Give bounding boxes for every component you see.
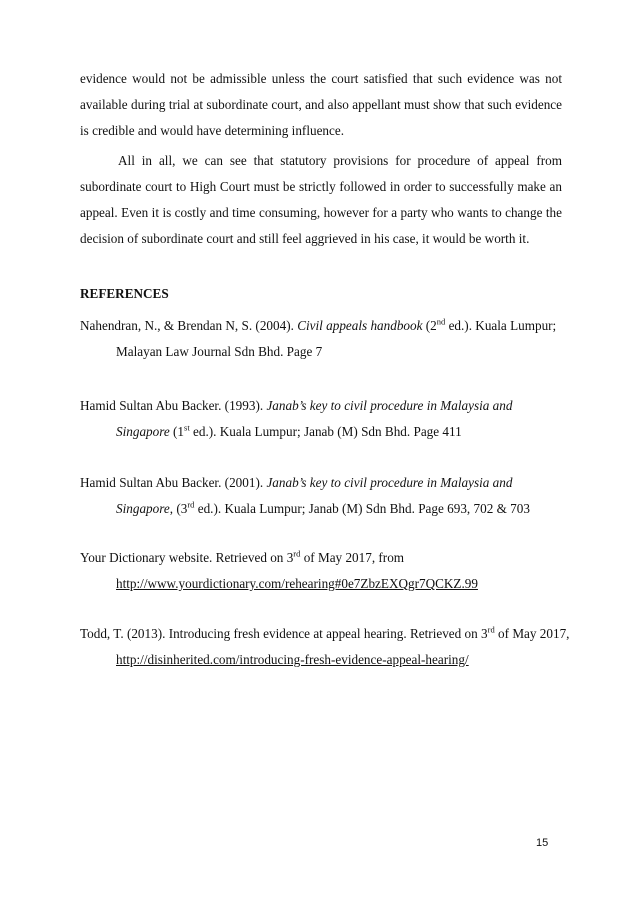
reference-line <box>80 621 570 647</box>
ref-ordinal: st <box>184 422 190 433</box>
reference-line-cont <box>80 419 570 445</box>
ref-url-link[interactable]: http://www.yourdictionary.com/rehearing#0e7ZbzEXQgr7QCKZ.99 <box>116 576 478 591</box>
ref-source: Your Dictionary website. Retrieved on 3 <box>80 550 294 565</box>
reference-item-3 <box>80 470 570 522</box>
body-paragraph-1: evidence would not be admissible unless the court satisfied that such evidence was not available during trial at subordinate court, and also appellant must show that such evidence is credible and would have determining influence. <box>80 71 562 138</box>
reference-line-cont <box>80 571 570 597</box>
ref-publisher: ed.). Kuala Lumpur; Janab (M) Sdn Bhd. Page 693, 702 & 703 <box>194 501 530 516</box>
ref-publisher: ed.). Kuala Lumpur; <box>445 318 557 333</box>
reference-line-cont <box>80 496 570 522</box>
ref-edition: (2 <box>422 318 437 333</box>
ref-title: Janab’s key to civil procedure in Malaysia and <box>266 398 513 413</box>
reference-line <box>80 470 570 496</box>
ref-title: Civil appeals handbook <box>297 318 423 333</box>
ref-source: Todd, T. (2013). Introducing fresh evidence at appeal hearing. Retrieved on 3 <box>80 626 488 641</box>
ref-ordinal: rd <box>487 624 495 635</box>
reference-line <box>80 313 570 339</box>
ref-publisher: ed.). Kuala Lumpur; Janab (M) Sdn Bhd. Page 411 <box>189 424 462 439</box>
ref-edition: (1 <box>169 424 185 439</box>
ref-ordinal: rd <box>187 499 195 510</box>
ref-retrieved: of May 2017, <box>494 626 570 641</box>
ref-retrieved: of May 2017, from <box>300 550 405 565</box>
ref-author: Hamid Sultan Abu Backer. (2001). <box>80 475 267 490</box>
references-heading: REFERENCES <box>80 286 169 301</box>
ref-title-cont: Singapore <box>116 424 170 439</box>
ref-url-link[interactable]: http://disinherited.com/introducing-fresh-evidence-appeal-hearing/ <box>116 652 469 667</box>
reference-line <box>80 393 570 419</box>
ref-edition: , (3 <box>169 501 188 516</box>
reference-item-4 <box>80 545 570 597</box>
page-number: 15 <box>536 837 549 849</box>
body-paragraph-2: All in all, we can see that statutory provisions for procedure of appeal from subordinate court to High Court must be strictly followed in order to successfully make an appeal. Even it is costly and time consuming, however for a party who wants to change the decision of subordinate court and still feel aggrieved in his case, it would be worth it. <box>80 153 562 246</box>
ref-author: Nahendran, N., & Brendan N, S. (2004). <box>80 318 298 333</box>
reference-line-cont <box>80 647 570 673</box>
ref-ordinal: nd <box>436 316 446 327</box>
ref-publisher-line: Malayan Law Journal Sdn Bhd. Page 7 <box>116 344 323 359</box>
reference-item-1 <box>80 313 570 365</box>
reference-item-2 <box>80 393 570 445</box>
reference-item-5 <box>80 621 570 673</box>
ref-ordinal: rd <box>293 548 301 559</box>
ref-title-cont: Singapore <box>116 501 170 516</box>
ref-author: Hamid Sultan Abu Backer. (1993). <box>80 398 267 413</box>
reference-line <box>80 545 570 571</box>
ref-title: Janab’s key to civil procedure in Malaysia and <box>266 475 513 490</box>
